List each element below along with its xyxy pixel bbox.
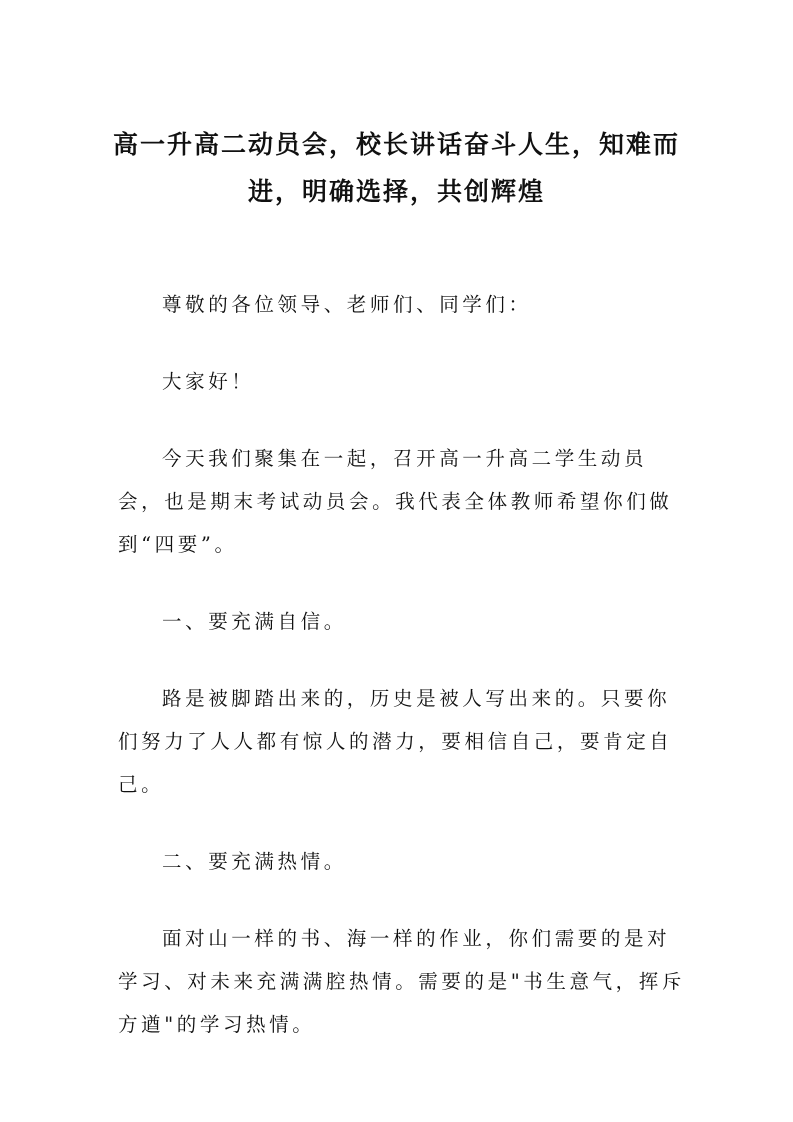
salutation: 尊敬的各位领导、老师们、同学们： [162, 293, 532, 316]
document-body [118, 283, 688, 1080]
paragraph-intro: 今天我们聚集在一起，召开高一升高二学生动员会，也是期末考试动员会。我代表全体教师希望你们做到“四要”。 [118, 447, 673, 556]
heading-point-1: 一、要充满自信。 [162, 610, 347, 633]
greeting: 大家好！ [162, 370, 255, 393]
document-title: 高一升高二动员会，校长讲话奋斗人生，知难而进，明确选择，共创辉煌 [112, 130, 680, 206]
paragraph-point-2: 面对山一样的书、海一样的作业，你们需要的是对学习、对未来充满满腔热情。需要的是"书生意气，挥斥方遒"的学习热情。 [118, 927, 685, 1036]
paragraph-point-1: 路是被脚踏出来的，历史是被人写出来的。只要你们努力了人人都有惊人的潜力，要相信自己，要肯定自己。 [118, 687, 673, 796]
heading-point-2: 二、要充满热情。 [162, 850, 347, 873]
